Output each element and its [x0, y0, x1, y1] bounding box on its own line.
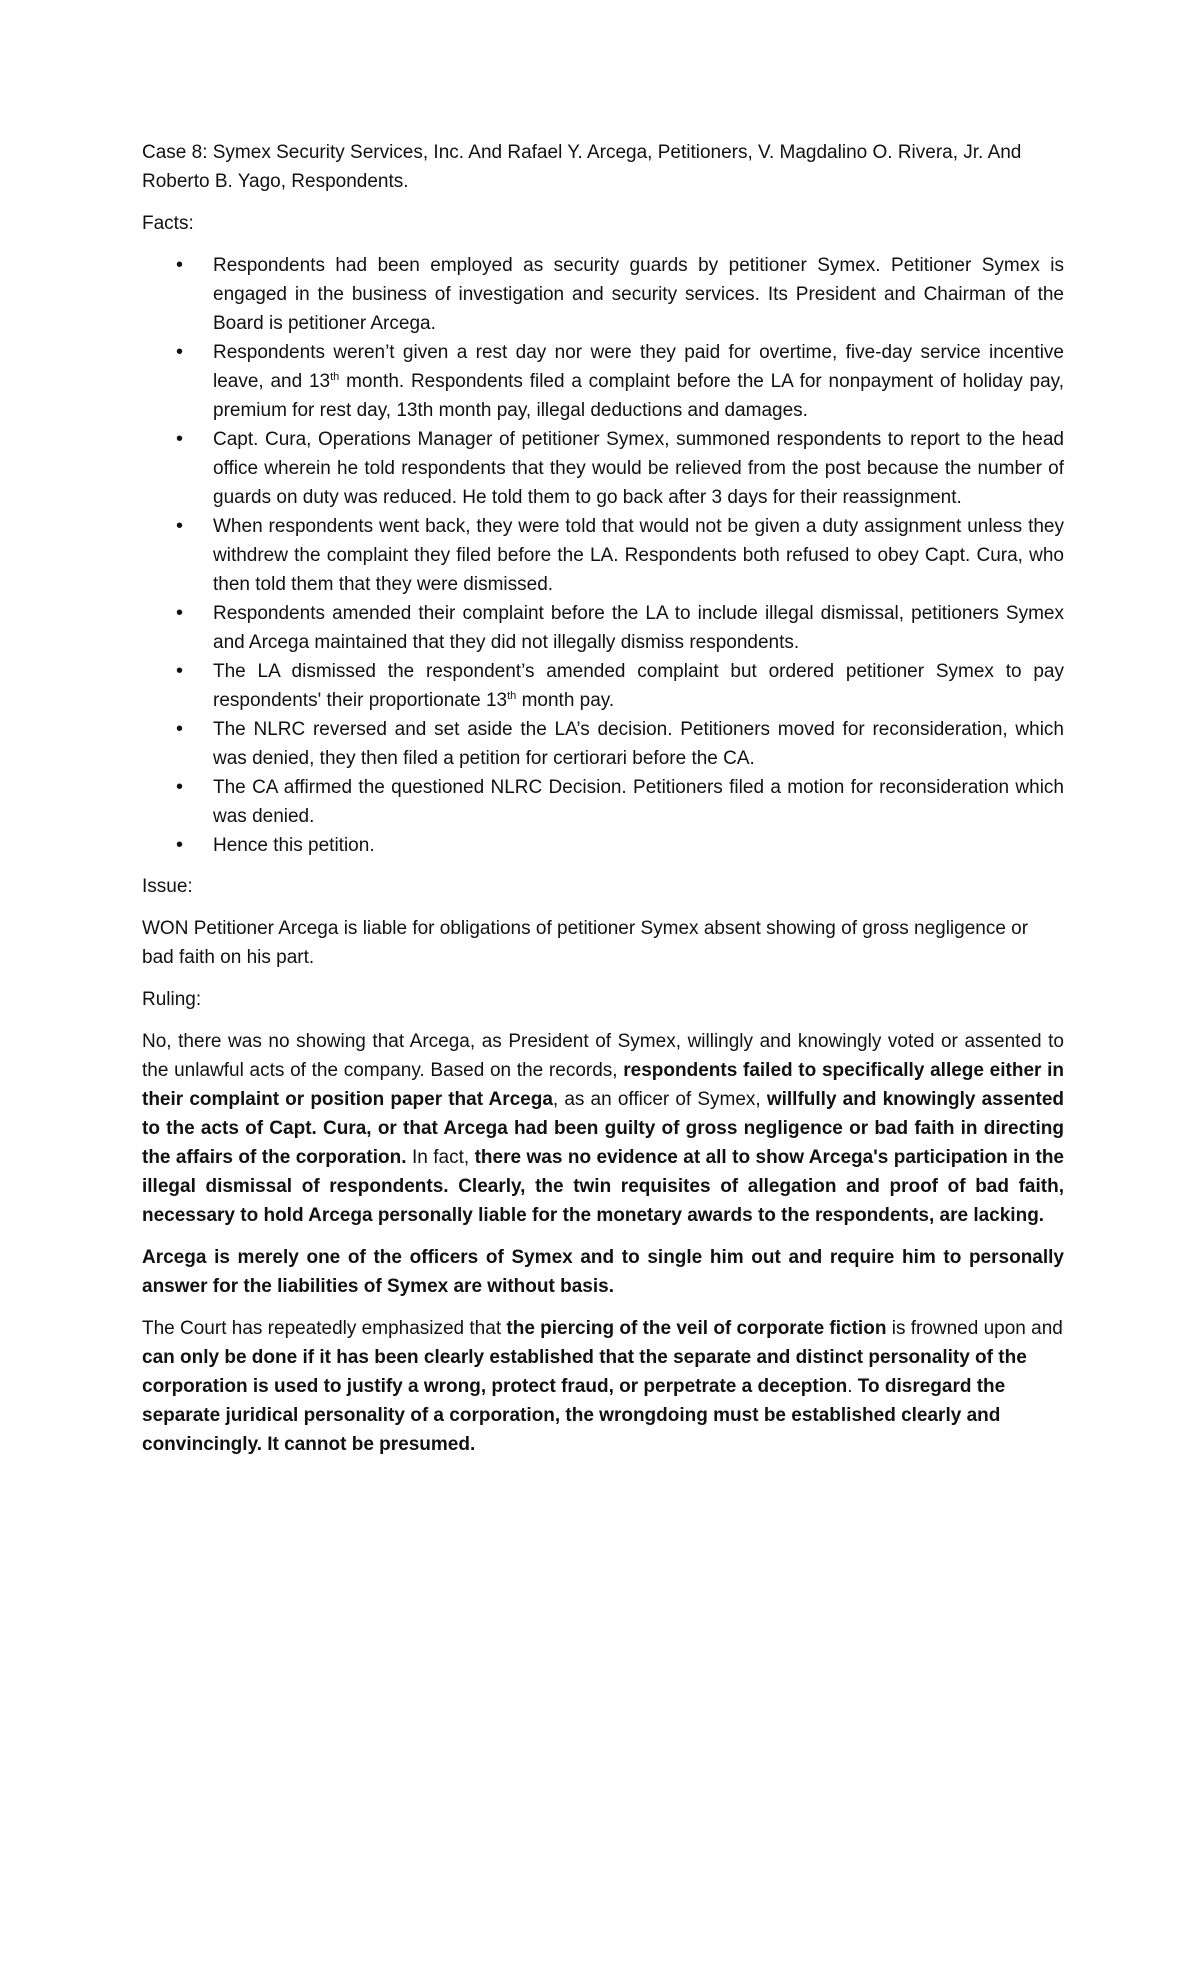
case-title: Case 8: Symex Security Services, Inc. And Rafael Y. Arcega, Petitioners, V. Magdalino O. Rivera, Jr. And Roberto B. Yago, Respondents.	[142, 142, 1022, 192]
fact-item: • The LA dismissed the respondent’s amended complaint but ordered petitioner Symex to pay respondents' their proportionate 13th month pay.	[213, 657, 1064, 715]
fact-item: • The NLRC reversed and set aside the LA’s decision. Petitioners moved for reconsideration, which was denied, they then filed a petition for certiorari before the CA.	[213, 715, 1064, 773]
facts-heading: Facts:	[142, 213, 194, 234]
fact-item: • Respondents weren’t given a rest day nor were they paid for overtime, five-day service incentive leave, and 13th month. Respondents filed a complaint before the LA for nonpayment of holiday pay, premium for rest day, 13th month pay, illegal deductions and damages.	[213, 338, 1064, 425]
issue-heading: Issue:	[142, 876, 193, 897]
document-page	[142, 138, 1064, 1472]
fact-item: • Respondents had been employed as security guards by petitioner Symex. Petitioner Symex is engaged in the business of investigation and security services. Its President and Chairman of the Board is petitioner Arcega.	[213, 251, 1064, 338]
ruling-paragraph: No, there was no showing that Arcega, as President of Symex, willingly and knowingly voted or assented to the unlawful acts of the company. Based on the records, respondents failed to specifically allege either in their complaint or position paper that Arcega, as an officer of Symex, willfully and knowingly assented to the acts of Capt. Cura, or that Arcega had been guilty of gross negligence or bad faith in directing the affairs of the corporation. In fact, there was no evidence at all to show Arcega's participation in the illegal dismissal of respondents. Clearly, the twin requisites of allegation and proof of bad faith, necessary to hold Arcega personally liable for the monetary awards to the respondents, are lacking.	[142, 1031, 1065, 1226]
fact-item: • The CA affirmed the questioned NLRC Decision. Petitioners filed a motion for reconsideration which was denied.	[213, 773, 1064, 831]
fact-item: • Hence this petition.	[213, 831, 1064, 860]
fact-item: • When respondents went back, they were told that would not be given a duty assignment unless they withdrew the complaint they filed before the LA. Respondents both refused to obey Capt. Cura, who then told them that they were dismissed.	[213, 512, 1064, 599]
ruling-heading: Ruling:	[142, 989, 202, 1010]
ruling-paragraph: The Court has repeatedly emphasized that the piercing of the veil of corporate fiction is frowned upon and can only be done if it has been clearly established that the separate and distinct personality of the corporation is used to justify a wrong, protect fraud, or perpetrate a deception. To disregard the separate juridical personality of a corporation, the wrongdoing must be established clearly and convincingly. It cannot be presumed.	[142, 1318, 1063, 1455]
fact-item: • Capt. Cura, Operations Manager of petitioner Symex, summoned respondents to report to the head office wherein he told respondents that they would be relieved from the post because the number of guards on duty was reduced. He told them to go back after 3 days for their reassignment.	[213, 425, 1064, 512]
fact-item: • Respondents amended their complaint before the LA to include illegal dismissal, petitioners Symex and Arcega maintained that they did not illegally dismiss respondents.	[213, 599, 1064, 657]
ruling-paragraph: Arcega is merely one of the officers of Symex and to single him out and require him to personally answer for the liabilities of Symex are without basis.	[142, 1247, 1064, 1297]
facts-list	[142, 251, 1064, 860]
issue-text: WON Petitioner Arcega is liable for obligations of petitioner Symex absent showing of gross negligence or bad faith on his part.	[142, 918, 1029, 968]
